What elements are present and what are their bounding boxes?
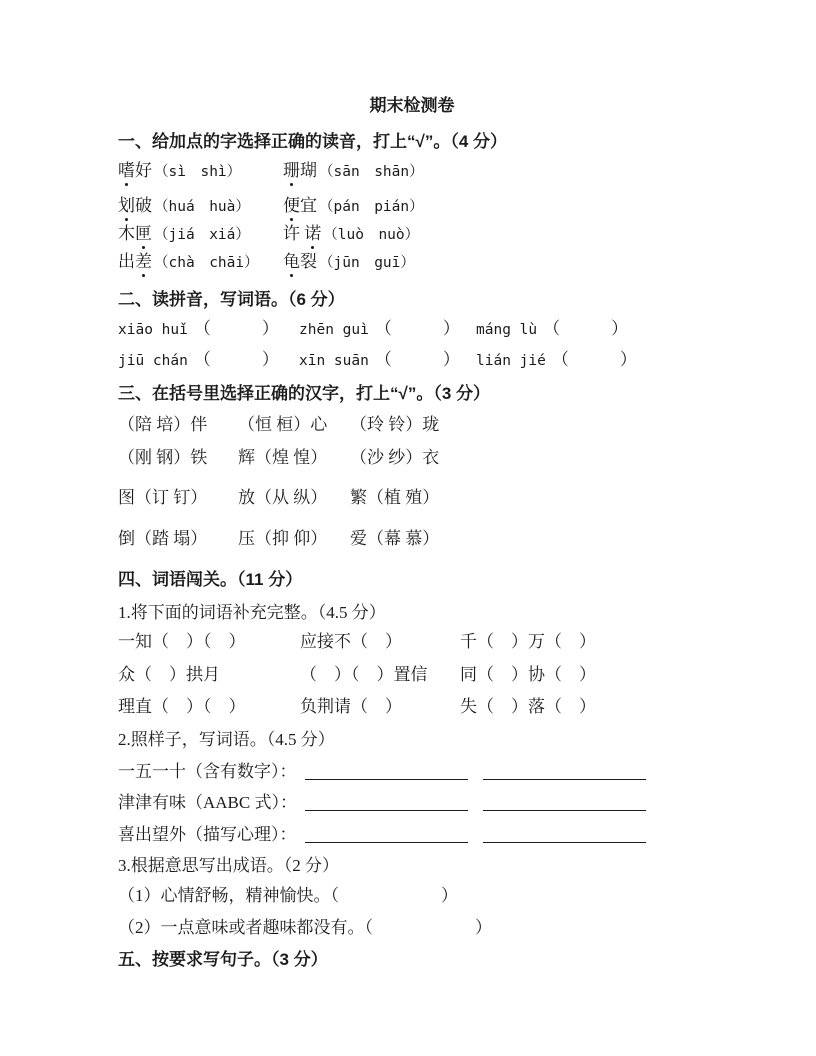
word-example-row <box>118 825 706 845</box>
idiom-completion-item: 负荆请（ ） <box>300 697 402 716</box>
word-suffix: 好 <box>135 161 152 180</box>
word-suffix: 裂 <box>300 252 317 271</box>
dotted-character: 龟 <box>283 252 300 271</box>
character-choice-item: （陪 培）伴 <box>118 415 208 434</box>
meaning-to-idiom-item: （2）一点意味或者趣味都没有。（ ） <box>118 918 492 937</box>
idiom-completion-item: 众（ ）拱月 <box>118 665 220 684</box>
subsection2-label: 2.照样子，写词语。（4.5 分） <box>118 730 335 749</box>
dotted-character: 匣 <box>135 224 152 243</box>
word-prefix: 许 <box>283 224 305 243</box>
pinyin-text: lián jié <box>476 353 546 369</box>
section4-heading: 四、词语闯关。（11 分） <box>118 570 303 589</box>
pinyin-write-item <box>476 319 706 340</box>
character-choice-item: 繁（植 殖） <box>350 488 440 507</box>
character-choice-item: 辉（煌 惶） <box>238 448 328 467</box>
pronunciation-item <box>118 252 283 273</box>
word-prefix: 出 <box>118 252 135 271</box>
pinyin-text: jiū chán <box>118 353 188 369</box>
idiom-completion-item: （ ）（ ）置信 <box>300 665 428 684</box>
word-example-label: 喜出望外（描写心理）： <box>118 825 297 844</box>
pinyin-write-row <box>118 350 706 371</box>
section2-heading: 二、读拼音，写词语。（6 分） <box>118 290 345 309</box>
pronunciation-item <box>283 161 706 182</box>
character-choice-item: （刚 钢）铁 <box>118 448 208 467</box>
dotted-character: 便 <box>283 196 300 215</box>
dotted-character: 差 <box>135 252 152 271</box>
pinyin-options: （jūn guī） <box>319 255 415 271</box>
idiom-completion-row <box>118 697 706 717</box>
dotted-character: 嗜 <box>118 161 135 180</box>
dotted-character: 诺 <box>304 224 322 243</box>
character-choice-item: 图（订 钉） <box>118 488 208 507</box>
pinyin-text: xīn suān <box>299 353 369 369</box>
character-choice-row <box>118 488 706 508</box>
answer-parentheses: （ ） <box>551 350 637 369</box>
pronunciation-item <box>283 252 706 273</box>
section5-heading: 五、按要求写句子。（3 分） <box>118 950 328 969</box>
idiom-completion-item: 应接不（ ） <box>300 632 402 651</box>
answer-parentheses: （ ） <box>193 319 279 338</box>
pronunciation-item <box>283 224 706 245</box>
word-suffix: 宜 <box>300 196 317 215</box>
pinyin-write-item <box>299 319 476 340</box>
character-choice-item: 压（抑 仰） <box>238 529 328 548</box>
subsection3-label: 3.根据意思写出成语。（2 分） <box>118 856 339 875</box>
pinyin-options: （huá huà） <box>154 199 250 215</box>
word-example-label: 津津有味（AABC 式）： <box>118 793 297 812</box>
pronunciation-item <box>283 196 706 217</box>
meaning-to-idiom-item: （1）心情舒畅，精神愉快。（ ） <box>118 886 458 905</box>
character-choice-item: （恒 桓）心 <box>238 415 328 434</box>
word-example-row <box>118 762 706 782</box>
word-suffix: 破 <box>135 196 152 215</box>
character-choice-item: （玲 铃）珑 <box>350 415 440 434</box>
section1-heading: 一、给加点的字选择正确的读音，打上“√”。（4 分） <box>118 132 508 151</box>
pronunciation-item <box>118 161 283 182</box>
character-choice-item: 爱（幕 慕） <box>350 529 440 548</box>
pinyin-write-item <box>299 350 476 371</box>
pronunciation-row <box>118 196 706 217</box>
character-choice-item: 倒（踏 塌） <box>118 529 208 548</box>
idiom-completion-item: 一知（ ）（ ） <box>118 632 246 651</box>
idiom-completion-item: 失（ ）落（ ） <box>460 697 596 716</box>
character-choice-item: 放（从 纵） <box>238 488 328 507</box>
pinyin-options: （pán pián） <box>319 199 424 215</box>
idiom-completion-item: 理直（ ）（ ） <box>118 697 246 716</box>
word-suffix: 瑚 <box>300 161 317 180</box>
idiom-completion-item: 同（ ）协（ ） <box>460 665 596 684</box>
pronunciation-item <box>118 196 283 217</box>
pinyin-text: zhēn guì <box>299 322 369 338</box>
answer-parentheses: （ ） <box>374 350 460 369</box>
word-prefix: 木 <box>118 224 135 243</box>
dotted-character: 珊 <box>283 161 300 180</box>
dotted-character: 划 <box>118 196 135 215</box>
answer-blank <box>483 825 646 843</box>
idiom-completion-row <box>118 665 706 685</box>
page-title: 期末检测卷 <box>369 96 455 115</box>
pronunciation-item <box>118 224 283 245</box>
pinyin-write-row <box>118 319 706 340</box>
word-example-label: 一五一十（含有数字）： <box>118 762 297 781</box>
answer-parentheses: （ ） <box>543 319 629 338</box>
idiom-completion-row <box>118 632 706 652</box>
pinyin-options: （sān shān） <box>319 164 424 180</box>
pronunciation-row <box>118 224 706 245</box>
answer-parentheses: （ ） <box>374 319 460 338</box>
character-choice-row <box>118 415 706 435</box>
section3-heading: 三、在括号里选择正确的汉字，打上“√”。（3 分） <box>118 384 491 403</box>
pinyin-write-item <box>118 319 299 340</box>
answer-blank <box>305 762 468 780</box>
pinyin-options: （luò nuò） <box>323 227 420 243</box>
pinyin-write-item <box>476 350 706 371</box>
answer-blank <box>483 762 646 780</box>
pinyin-text: xiāo huǐ <box>118 322 188 338</box>
character-choice-row <box>118 448 706 468</box>
subsection1-label: 1.将下面的词语补充完整。（4.5 分） <box>118 603 386 622</box>
pinyin-text: máng lù <box>476 322 538 338</box>
pinyin-options: （chà chāi） <box>154 255 259 271</box>
answer-blank <box>483 793 646 811</box>
character-choice-row <box>118 529 706 549</box>
pinyin-write-item <box>118 350 299 371</box>
idiom-completion-item: 千（ ）万（ ） <box>460 632 596 651</box>
answer-blank <box>305 793 468 811</box>
pinyin-options: （sì shì） <box>154 164 242 180</box>
pinyin-options: （jiá xiá） <box>154 227 250 243</box>
word-example-row <box>118 793 706 813</box>
pronunciation-row <box>118 252 706 273</box>
answer-parentheses: （ ） <box>193 350 279 369</box>
answer-blank <box>305 825 468 843</box>
character-choice-item: （沙 纱）衣 <box>350 448 440 467</box>
pronunciation-row <box>118 161 706 182</box>
